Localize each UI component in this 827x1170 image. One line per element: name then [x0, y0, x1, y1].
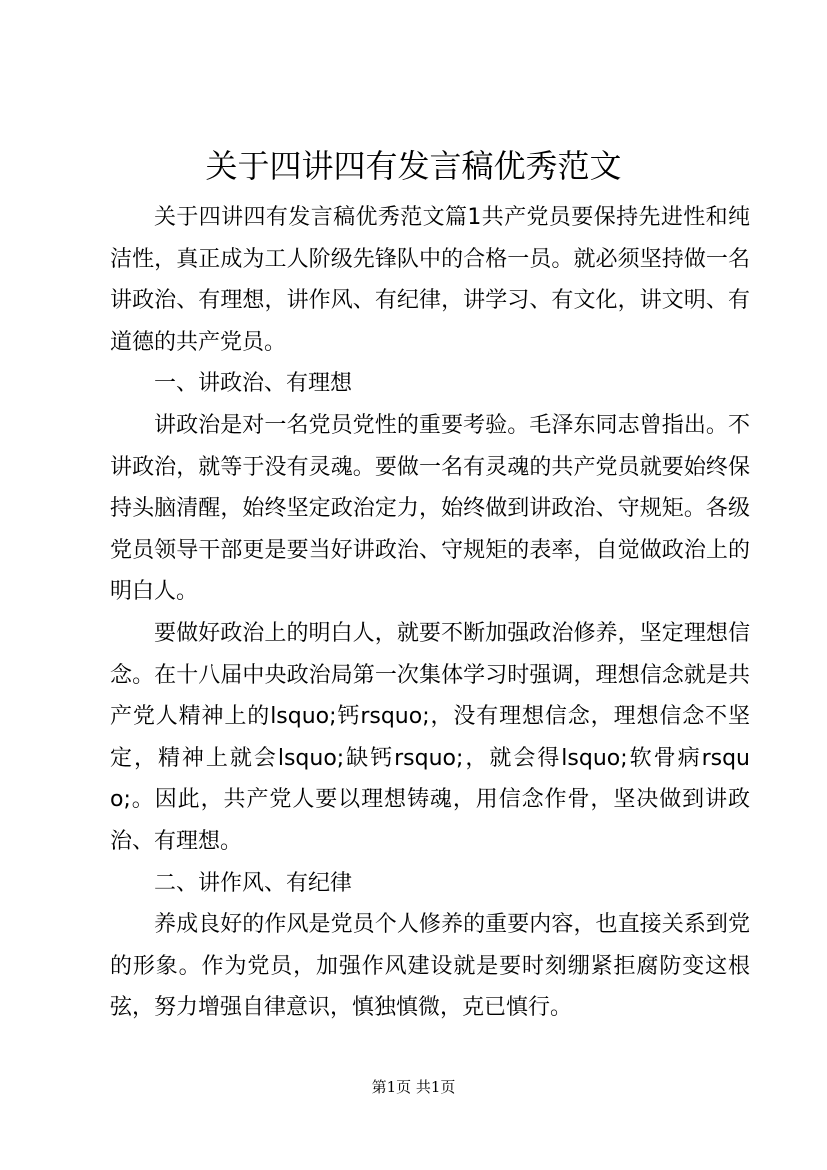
paragraph-intro: 关于四讲四有发言稿优秀范文篇1共产党员要保持先进性和纯洁性，真正成为工人阶级先锋队中的合格一员。就必须坚持做一名讲政治、有理想，讲作风、有纪律，讲学习、有文化，讲文明、有道德的共产党员。: [110, 205, 750, 355]
page-footer: 第1页 共1页: [371, 1078, 456, 1096]
section-heading-1: 一、讲政治、有理想: [154, 371, 353, 397]
document-title: 关于四讲四有发言稿优秀范文: [205, 147, 622, 185]
section-heading-2: 二、讲作风、有纪律: [154, 870, 353, 896]
paragraph-conduct: 养成良好的作风是党员个人修养的重要内容，也直接关系到党的形象。作为党员，加强作风建设就是要时刻绷紧拒腐防变这根弦，努力增强自律意识，慎独慎微，克已慎行。: [110, 912, 750, 1021]
paragraph-politics: 讲政治是对一名党员党性的重要考验。毛泽东同志曾指出。不讲政治，就等于没有灵魂。要做一名有灵魂的共产党员就要始终保持头脑清醒，始终坚定政治定力，始终做到讲政治、守规矩。各级党员领导干部更是要当好讲政治、守规矩的表率，自觉做政治上的明白人。: [110, 412, 750, 605]
paragraph-ideals: 要做好政治上的明白人，就要不断加强政治修养，坚定理想信念。在十八届中央政治局第一次集体学习时强调，理想信念就是共产党人精神上的lsquo;钙rsquo;，没有理想信念，理想信念不坚定，精神上就会lsquo;缺钙rsquo;，就会得lsquo;软骨病rsquo;。因此，共产党人要以理想铸魂，用信念作骨，坚决做到讲政治、有理想。: [110, 620, 750, 854]
document-body: [110, 197, 750, 1029]
